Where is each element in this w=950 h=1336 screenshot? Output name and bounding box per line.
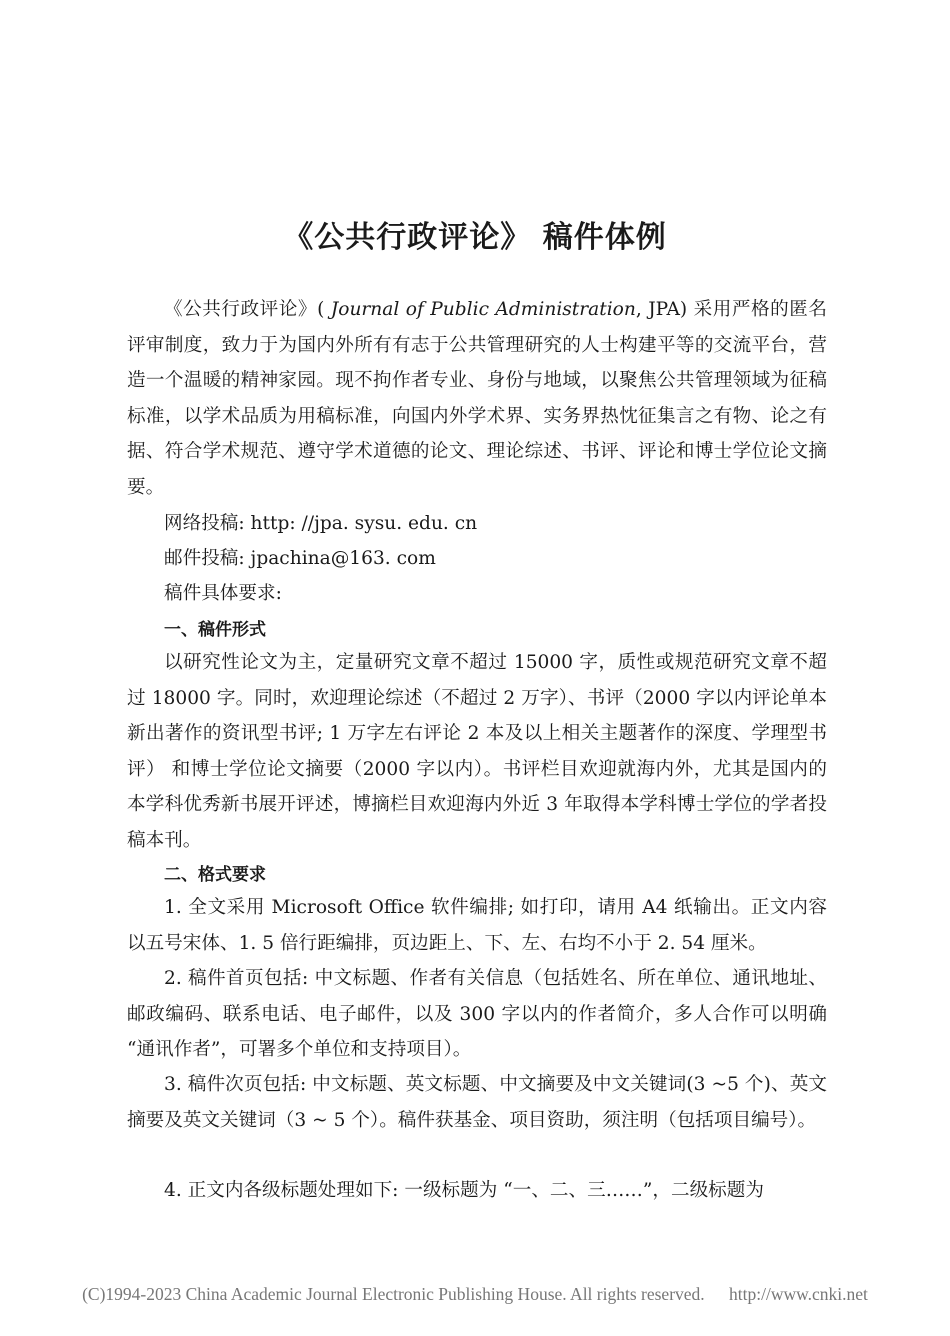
page-title: 《公共行政评论》 稿件体例	[283, 220, 667, 255]
journal-name-cn: 《公共行政评论》	[164, 299, 318, 320]
format-item: 1. 全文采用 Microsoft Office 软件编排; 如打印，请用 A4 纸输出。正文内容以五号宋体、1. 5 倍行距编排，页边距上、下、左、右均不小于 2. 54 厘米。	[127, 897, 827, 954]
journal-name-en: Journal of Public Administration	[330, 299, 636, 320]
requirements-intro: 稿件具体要求:	[164, 583, 282, 604]
paren-open: (	[317, 299, 331, 320]
copyright-notice: (C)1994-2023 China Academic Journal Electronic Publishing House. All rights reserved.	[82, 1284, 705, 1304]
journal-abbr: , JPA)	[635, 299, 688, 320]
format-item: 4. 正文内各级标题处理如下: 一级标题为 “一、二、三……”，二级标题为	[164, 1180, 764, 1201]
format-item: 2. 稿件首页包括: 中文标题、作者有关信息（包括姓名、所在单位、通讯地址、邮政编码、联系电话、电子邮件，以及 300 字以内的作者简介，多人合作可以明确 “通讯作者”，可署多个单位和支持项目）。	[127, 968, 827, 1060]
section-heading-format: 二、格式要求	[164, 865, 266, 885]
format-item: 3. 稿件次页包括: 中文标题、英文标题、中文摘要及中文关键词(3 ~5 个)、英文摘要及英文关键词（3 ~ 5 个）。稿件获基金、项目资助，须注明（包括项目编号）。	[127, 1074, 827, 1131]
email-submission: 邮件投稿: jpachina@163. com	[164, 548, 436, 569]
section-heading-form: 一、稿件形式	[164, 620, 266, 640]
online-submission: 网络投稿: http: //jpa. sysu. edu. cn	[164, 513, 478, 534]
footer	[0, 1284, 950, 1305]
footer-url: http://www.cnki.net	[729, 1284, 868, 1304]
intro-text: 采用严格的匿名评审制度，致力于为国内外所有有志于公共管理研究的人士构建平等的交流平台，营造一个温暖的精神家园。现不拘作者专业、身份与地域，以聚焦公共管理领域为征稿标准，以学术品质为用稿标准，向国内外学术界、实务界热忱征集言之有物、论之有据、符合学术规范、遵守学术道德的论文、理论综述、书评、评论和博士学位论文摘要。	[127, 299, 827, 498]
intro-paragraph	[127, 292, 827, 505]
section-body-form: 以研究性论文为主，定量研究文章不超过 15000 字，质性或规范研究文章不超过 18000 字。同时，欢迎理论综述（不超过 2 万字）、书评（2000 字以内评论单本新出著作的资讯型书评; 1 万字左右评论 2 本及以上相关主题著作的深度、学理型书评） 和博士学位论文摘要（2000 字以内）。书评栏目欢迎就海内外，尤其是国内的本学科优秀新书展开评述，博摘栏目欢迎海内外近 3 年取得本学科博士学位的学者投稿本刊。	[127, 652, 827, 851]
